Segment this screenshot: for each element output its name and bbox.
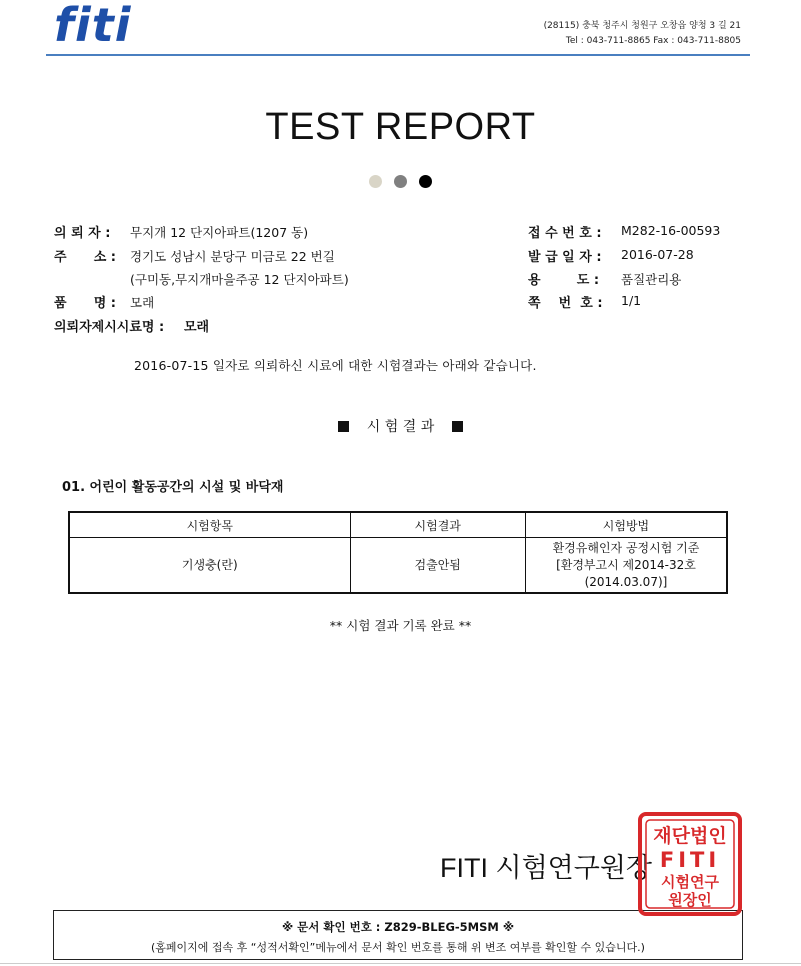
receipt-value: M282-16-00593	[621, 223, 721, 238]
results-table	[68, 511, 728, 594]
verification-instructions: (홈페이지에 접속 후 “성적서확인”메뉴에서 문서 확인 번호를 통해 위 변조 여부를 확인할 수 있습니다.)	[151, 941, 645, 954]
header-test-result: 시험결과	[350, 512, 525, 538]
signer-name: FITI 시험연구원장	[440, 853, 652, 883]
fiti-logo	[52, 0, 182, 46]
issue-date-label: 발 급 일 자 :	[528, 250, 602, 265]
verification-box	[53, 910, 743, 960]
product-value: 모래	[130, 295, 155, 310]
svg-text:시험연구: 시험연구	[661, 873, 719, 891]
section-title: 01. 어린이 활동공간의 시설 및 바닥재	[62, 480, 284, 495]
svg-text:FITI: FITI	[659, 848, 721, 872]
address-value-2: (구미동,무지개마을주공 12 단지아파트)	[130, 272, 349, 287]
method-line-1: 환경유해인자 공정시험 기준	[552, 540, 700, 555]
sample-value: 모래	[184, 320, 210, 335]
official-seal	[638, 812, 742, 916]
dot-gray	[394, 175, 407, 188]
result-heading-text: 시 험 결 과	[366, 419, 435, 435]
square-bullet-icon	[452, 421, 463, 432]
sample-label: 의뢰자제시시료명 :	[54, 320, 165, 335]
cell-test-result: 검출안됨	[350, 538, 525, 594]
page-number-value: 1/1	[621, 293, 642, 308]
header-divider	[46, 54, 750, 56]
company-contact: Tel : 043-711-8865 Fax : 043-711-8805	[565, 36, 741, 46]
table-row	[69, 538, 727, 594]
completion-note: ** 시험 결과 기록 완료 **	[329, 618, 472, 633]
purpose-value: 품질관리용	[621, 272, 682, 287]
svg-text:재단법인: 재단법인	[653, 825, 727, 847]
dot-black	[419, 175, 432, 188]
title-dots	[0, 175, 801, 188]
logo-text: fiti	[54, 0, 132, 46]
receipt-label: 접 수 번 호 :	[528, 226, 602, 241]
verification-code: ※ 문서 확인 번호 : Z829-BLEG-5MSM ※	[281, 920, 515, 934]
client-label: 의 뢰 자 :	[54, 226, 111, 241]
table-header-row	[69, 512, 727, 538]
company-address: (28115) 충북 청주시 청원구 오창읍 양청 3 길 21	[543, 21, 741, 31]
product-label: 품 명 :	[54, 296, 116, 311]
page-number-label: 쪽 번 호 :	[528, 296, 603, 311]
result-heading	[0, 416, 801, 436]
report-title: TEST REPORT	[265, 106, 536, 148]
issue-date-value: 2016-07-28	[621, 247, 694, 262]
header-test-item: 시험항목	[69, 512, 350, 538]
purpose-label: 용 도 :	[528, 273, 600, 288]
method-line-3: (2014.03.07)]	[584, 574, 668, 589]
method-line-2: [환경부고시 제2014-32호	[556, 557, 696, 572]
address-value-1: 경기도 성남시 분당구 미금로 22 번길	[130, 249, 335, 264]
intro-text: 2016-07-15 일자로 의뢰하신 시료에 대한 시험결과는 아래와 같습니다.	[134, 358, 537, 373]
address-label: 주 소 :	[54, 250, 116, 265]
client-value: 무지개 12 단지아파트(1207 동)	[130, 225, 309, 240]
square-bullet-icon	[338, 421, 349, 432]
cell-test-item: 기생충(란)	[69, 538, 350, 594]
footer-divider	[0, 963, 801, 964]
cell-test-method	[525, 538, 727, 594]
dot-light	[369, 175, 382, 188]
svg-text:원장인: 원장인	[668, 891, 712, 909]
header-test-method: 시험방법	[525, 512, 727, 538]
